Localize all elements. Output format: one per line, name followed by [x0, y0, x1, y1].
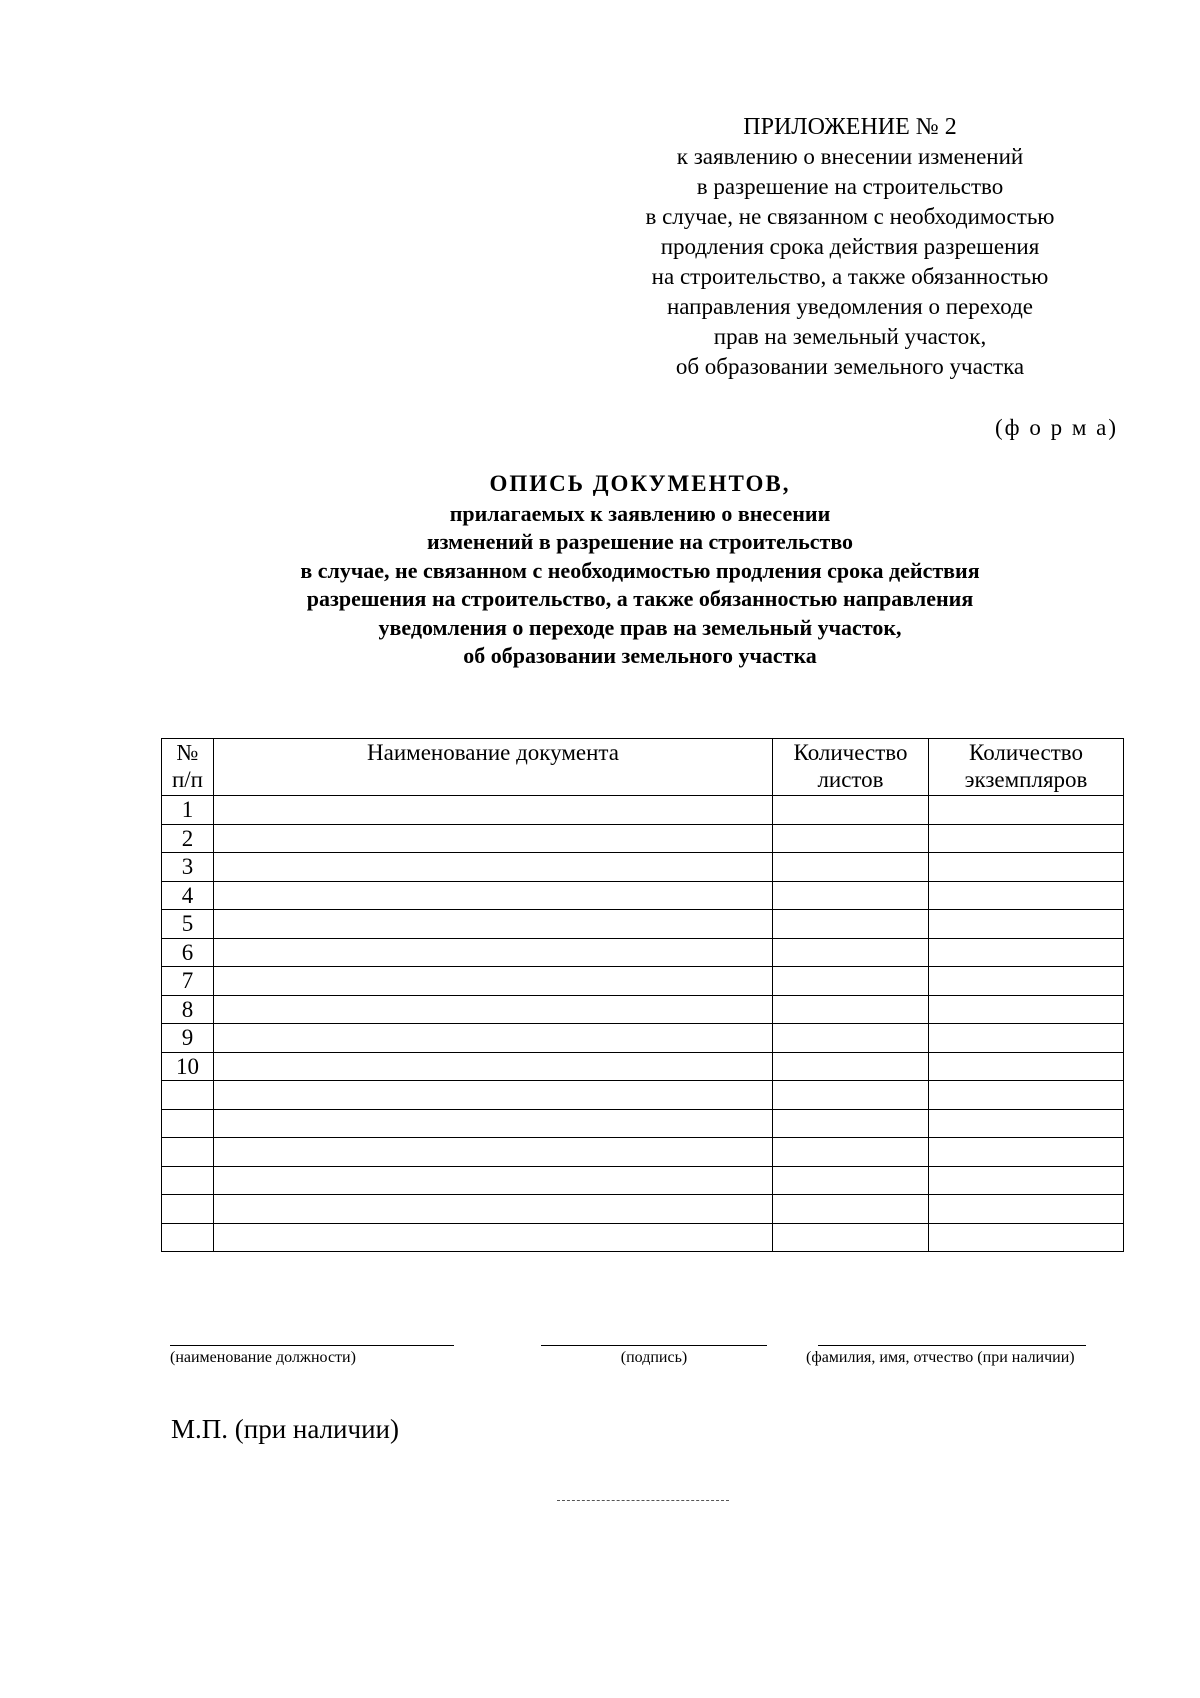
table-row [162, 824, 1124, 853]
cell-document-name[interactable] [214, 881, 773, 910]
cell-sheets[interactable] [773, 1223, 929, 1252]
cell-sheets[interactable] [773, 1166, 929, 1195]
full-name-caption: (фамилия, имя, отчество (при наличии) [806, 1349, 1075, 1366]
cell-sheets[interactable] [773, 796, 929, 825]
cell-document-name[interactable] [214, 796, 773, 825]
header-sheets-line2: листов [817, 767, 884, 792]
header-number-line1: № [176, 740, 199, 765]
cell-copies[interactable] [929, 1109, 1124, 1138]
cell-sheets[interactable] [773, 938, 929, 967]
cell-document-name[interactable] [214, 1024, 773, 1053]
cell-document-name[interactable] [214, 1109, 773, 1138]
cell-number: 5 [162, 910, 214, 939]
cell-document-name[interactable] [214, 1166, 773, 1195]
header-number-line2: п/п [171, 767, 203, 792]
document-heading [160, 470, 1120, 671]
appendix-line: направления уведомления о переходе [666, 294, 1034, 319]
table-row [162, 1024, 1124, 1053]
cell-sheets[interactable] [773, 1195, 929, 1224]
table-row [162, 995, 1124, 1024]
cell-number: 8 [162, 995, 214, 1024]
cell-number [162, 1109, 214, 1138]
header-copies-line1: Количество [969, 740, 1083, 765]
cell-number: 7 [162, 967, 214, 996]
heading-line: в случае, не связанном с необходимостью продления срока действия [300, 557, 980, 583]
appendix-block [600, 112, 1100, 382]
table-row [162, 910, 1124, 939]
cell-document-name[interactable] [214, 1223, 773, 1252]
table-row [162, 1166, 1124, 1195]
table-header-row [162, 739, 1124, 796]
cell-document-name[interactable] [214, 1052, 773, 1081]
cell-copies[interactable] [929, 938, 1124, 967]
cell-document-name[interactable] [214, 824, 773, 853]
table-row [162, 1081, 1124, 1110]
cell-number [162, 1195, 214, 1224]
header-number [162, 739, 214, 796]
cell-copies[interactable] [929, 1052, 1124, 1081]
end-divider [557, 1500, 729, 1501]
cell-number: 2 [162, 824, 214, 853]
appendix-line: к заявлению о внесении изменений [676, 144, 1024, 169]
cell-number: 9 [162, 1024, 214, 1053]
appendix-line: об образовании земельного участка [675, 354, 1025, 379]
cell-number: 1 [162, 796, 214, 825]
cell-copies[interactable] [929, 967, 1124, 996]
cell-copies[interactable] [929, 1138, 1124, 1167]
heading-title: ОПИСЬ ДОКУМЕНТОВ, [489, 471, 791, 496]
heading-line: разрешения на строительство, а также обязанностью направления [306, 586, 974, 611]
cell-document-name[interactable] [214, 967, 773, 996]
appendix-title: ПРИЛОЖЕНИЕ № 2 [743, 114, 957, 140]
table-row [162, 1138, 1124, 1167]
cell-number [162, 1223, 214, 1252]
cell-document-name[interactable] [214, 853, 773, 882]
heading-line: изменений в разрешение на строительство [426, 529, 854, 554]
appendix-line: на строительство, а также обязанностью [651, 264, 1049, 289]
table-row [162, 796, 1124, 825]
heading-line: об образовании земельного участка [463, 643, 817, 668]
cell-document-name[interactable] [214, 938, 773, 967]
appendix-line: в случае, не связанном с необходимостью [645, 204, 1055, 229]
cell-number: 4 [162, 881, 214, 910]
cell-sheets[interactable] [773, 1081, 929, 1110]
cell-sheets[interactable] [773, 995, 929, 1024]
cell-copies[interactable] [929, 1024, 1124, 1053]
cell-sheets[interactable] [773, 1052, 929, 1081]
cell-document-name[interactable] [214, 1138, 773, 1167]
cell-copies[interactable] [929, 1195, 1124, 1224]
cell-number [162, 1166, 214, 1195]
cell-copies[interactable] [929, 910, 1124, 939]
header-document-name: Наименование документа [214, 739, 773, 796]
cell-number [162, 1138, 214, 1167]
cell-document-name[interactable] [214, 910, 773, 939]
cell-sheets[interactable] [773, 1109, 929, 1138]
documents-table [161, 738, 1124, 1252]
signature-line[interactable] [541, 1345, 767, 1346]
table-row [162, 967, 1124, 996]
position-signature-field [170, 1345, 454, 1367]
cell-sheets[interactable] [773, 853, 929, 882]
cell-sheets[interactable] [773, 824, 929, 853]
form-label: (ф о р м а) [995, 415, 1118, 440]
cell-number: 6 [162, 938, 214, 967]
cell-copies[interactable] [929, 995, 1124, 1024]
cell-sheets[interactable] [773, 1024, 929, 1053]
cell-copies[interactable] [929, 1081, 1124, 1110]
cell-number: 10 [162, 1052, 214, 1081]
full-name-line[interactable] [818, 1345, 1086, 1346]
cell-sheets[interactable] [773, 881, 929, 910]
table-row [162, 1052, 1124, 1081]
table-row [162, 1223, 1124, 1252]
cell-sheets[interactable] [773, 910, 929, 939]
cell-document-name[interactable] [214, 1081, 773, 1110]
appendix-line: в разрешение на строительство [696, 174, 1004, 199]
header-copies-line2: экземпляров [964, 767, 1088, 792]
cell-number [162, 1081, 214, 1110]
cell-copies[interactable] [929, 881, 1124, 910]
position-line[interactable] [170, 1345, 454, 1346]
header-copies [929, 739, 1124, 796]
table-row [162, 1195, 1124, 1224]
heading-line: прилагаемых к заявлению о внесении [449, 500, 831, 526]
cell-copies[interactable] [929, 1166, 1124, 1195]
heading-line: уведомления о переходе прав на земельный участок, [378, 614, 902, 640]
table-row [162, 881, 1124, 910]
table-row [162, 938, 1124, 967]
position-caption: (наименование должности) [170, 1349, 356, 1366]
cell-copies[interactable] [929, 796, 1124, 825]
full-name-field [806, 1345, 1112, 1367]
cell-number: 3 [162, 853, 214, 882]
appendix-line: прав на земельный участок, [713, 324, 987, 349]
cell-document-name[interactable] [214, 1195, 773, 1224]
cell-sheets[interactable] [773, 1138, 929, 1167]
cell-copies[interactable] [929, 1223, 1124, 1252]
table-row [162, 853, 1124, 882]
cell-document-name[interactable] [214, 995, 773, 1024]
appendix-line: продления срока действия разрешения [660, 234, 1040, 259]
header-sheets-line1: Количество [793, 740, 908, 765]
table-row [162, 1109, 1124, 1138]
signature-caption: (подпись) [620, 1349, 688, 1366]
cell-copies[interactable] [929, 824, 1124, 853]
cell-sheets[interactable] [773, 967, 929, 996]
stamp-label: М.П. (при наличии) [171, 1414, 399, 1444]
signature-field [541, 1345, 767, 1367]
header-sheets [773, 739, 929, 796]
cell-copies[interactable] [929, 853, 1124, 882]
